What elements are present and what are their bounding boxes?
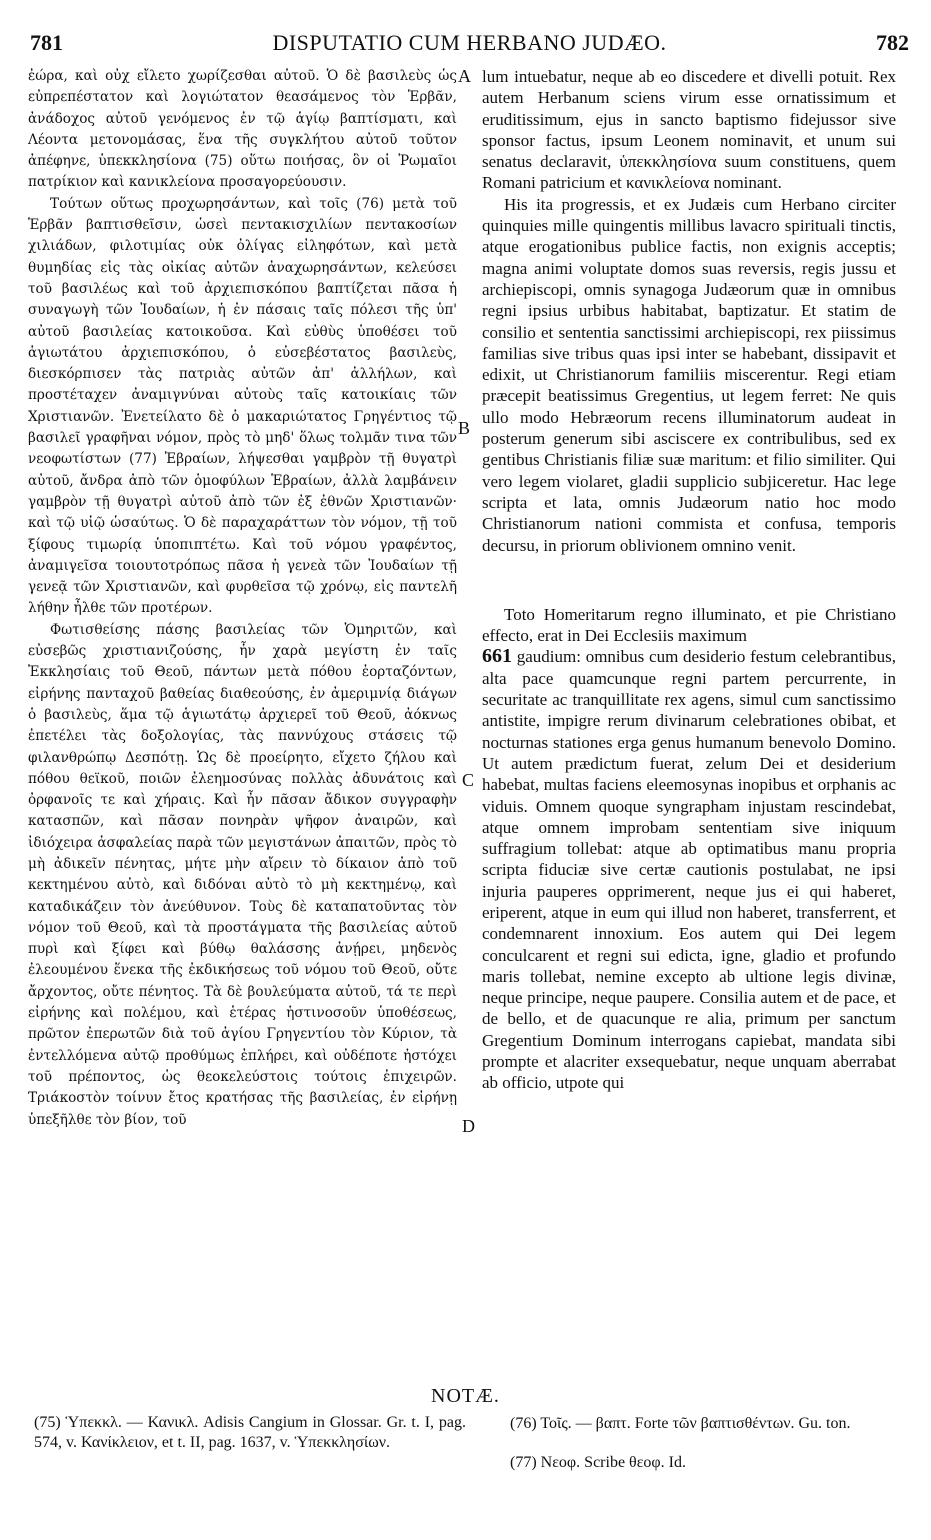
running-title: DISPUTATIO CUM HERBANO JUDÆO.	[272, 30, 667, 55]
greek-paragraph-3: Φωτισθείσης πάσης βασιλείας τῶν Ὁμηριτῶν, καὶ εὐσεβῶς χριστιανιζούσης, ἦν χαρὰ μεγίστη ἐν ταῖς Ἐκκλησίαις τοῦ Θεοῦ, πάντων μετὰ πόθου ἑορταζόντων, εἰρήνης πανταχοῦ βαθείας διαθεούσης, ἐν ἀμεριμνίᾳ διάγων ὁ βασιλεὺς, ἅμα τῷ ἁγιωτάτῳ ἀρχιερεῖ τοῦ Θεοῦ, ἀόκνως ἐπετέλει τὰς δοξολογίας, τὰς παννύχους στάσεις τῷ φιλανθρώπῳ Δεσπότῃ. Ὡς δὲ προείρητο, εἴχετο ζήλου καὶ πόθου θεϊκοῦ, ποιῶν ἐλεημοσύνας πολλὰς ἀδυνάτοις καὶ ὀρφανοῖς τε καὶ χήραις. Καὶ ἦν πᾶσαν ἄδικον συγγραφὴν κατασπῶν, καὶ πᾶσαν πονηρὰν ψῆφον ἀναιρῶν, καὶ ἰδιόχειρα ἀσφαλείας παρὰ τῶν μεγιστάνων ἀπαιτῶν, πρὸς τὸ μὴ ἀδικεῖν πένητας, μήτε μὴν αἴρειν τὸ δίκαιον ἀπὸ τοῦ κεκτημένου αὐτὸ, καὶ διδόναι αὐτὸ τὸ μὴ κεκτημένῳ, καὶ καταδικάζειν τὸν ἀνεύθυνον. Τοὺς δὲ καταπατοῦντας τὸν νόμον τοῦ Θεοῦ, καὶ τὰ προστάγματα τῆς βασιλείας αὐτοῦ πυρὶ καὶ ξίφει καὶ βύθῳ θαλάσσης ἀνῄρει, μηδενὸς ἐλεουμένου ἕνεκα τῆς ἐκδικήσεως τοῦ νόμου τοῦ Θεοῦ, οὔτε ἄρχοντος, οὔτε πένητος. Τὰ δὲ βουλεύματα αὐτοῦ, τά τε περὶ εἰρήνης καὶ πολέμου, καὶ ἑτέρας ἡστινοσοῦν ὑποθέσεως, πρῶτον ἐπερωτῶν διὰ τοῦ ἁγίου Γρηγεντίου τὸν Κύριον, τὰ ἐντελλόμενα αὐτῷ προθύμως ἐπλήρει, καὶ οὐδέποτε ἠστόχει τοῦ πρέποντος, ὡς θεοκελεύστοις τούτοις ἐπιχειρῶν. Τριάκοστὸν τοίνυν ἔτος κρατήσας τῆς βασιλείας, ἐν εἰρήνῃ ὑπεξῆλθε τὸν βίον, τοῦ	[28, 621, 457, 1128]
latin-paragraph-2: His ita progressis, et ex Judæis cum Herbano circiter quinquies mille quingentis millibus lavacro spirituali tinctis, atque erogationibus publice factis, non exignis acceptis; magna animi voluptate domos suas reversis, regis jussu et archiepiscopi, omnis synagoga Judæorum quæ in omnibus regni ipsius urbibus habitabat, baptizatur. Et statim de consilio et sententia sanctissimi archiepiscopi, rex piissimus familias sive tribus quas ipsi inter se habebant, dissipavit et edixit, ut Christianorum familiis miscerentur. Regi etiam præcepit beatissimus Gregentius, ut legem ferret: Ne quis ullo modo Hebræorum recens illuminatorum audeat in posterum generum sibi asciscere ex contribulibus, sed ex gentibus Christianis filiæ suæ maritum: et filio similiter. Qui vero legem violaret, gladii supplicio subjiceretur. Hac lege scripta et lata, omnis Judæorum natio hoc modo Christianorum nationi commista et confusa, temporis decursu, in priorum oblivionem omnino venit.	[482, 194, 896, 555]
latin-paragraph-3b-text: gaudium: omnibus cum desiderio festum celebrantibus, alta pace quamcunque regni partem percurrente, in securitate ac tranquillitate rex agens, simul cum sanctissimo antistite, impigre rerum divinarum celebrationes obibat, et nocturnas stationes erga genus humanum benevolo Domino. Ut autem prædictum fuerat, zelum Dei et desiderium habebat, multas faciens eleemosynas inopibus et orphanis ac viduis. Omnem quoque syngrapham injustam rescindebat, atque omnem improbam sententiam sive iniquum suffragium tollebat: atque ab optimatibus manu propria scripta fiduciæ sive certæ cautionis postulabat, ne ipsi injuria pauperes opprimerent, neque jus ei qui haberet, eriperent, atque in eum qui illud non haberet, transferrent, et condemnarent innoxium. Eos autem qui Dei legem conculcarent et regni sui edicta, igne, gladio et profundo maris tollebat, nemine excepto ab ultione legis divinæ, neque principe, neque paupere. Consilia autem et de pace, et de bello, et de quacunque re alia, primum per sanctum Gregentium Dominum interrogans capiebat, mandata sibi prompte et alacriter exsequebatur, neque unquam aberrabat ab officio, utpote qui	[482, 647, 896, 1093]
greek-paragraph-1: ἐώρα, καὶ οὐχ εἴλετο χωρίζεσθαι αὐτοῦ. Ὁ δὲ βασιλεὺς ὡς εὐπρεπέστατον καὶ λογιώτατον θεασάμενος τὸν Ἑρβᾶν, ἀνάδοχος αὐτοῦ γενόμενος ἐν τῷ ἁγίῳ βαπτίσματι, καὶ Λέοντα μετονομάσας, ἕνα τῆς συγκλήτου αὐτοῦ τοῦτον ἀπέφηνε, ὑπεκκλησίονα (75) οὕτω ποιήσας, ὃν οἱ Ῥωμαῖοι πατρίκιον καὶ κανικλείονα προσαγορεύουσιν.	[28, 68, 457, 191]
latin-paragraph-3b	[482, 646, 896, 1093]
paragraph-gap	[482, 556, 896, 604]
latin-column	[482, 66, 896, 1094]
notes-heading: NOTÆ.	[431, 1385, 500, 1407]
section-marker-d: D	[462, 1116, 475, 1136]
column-number: 661	[482, 645, 512, 668]
latin-paragraph-1: lum intuebatur, neque ab eo discedere et divelli potuit. Rex autem Herbanum sciens virum esse ornatissimum et eruditissimum, ejus in sancto baptismo fidejussor sive sponsor factus, ipsum Leonem nominavit, et unum sui senatus declaravit, ὑπεκκλησίονα suum constituens, quem Romani patricium et κανικλείονα nominant.	[482, 67, 896, 193]
footnote-75: (75) Ὑπεκκλ. — Κανικλ. Adisis Cangium in Glossar. Gr. t. I, pag. 574, v. Κανίκλειον, et t. II, pag. 1637, v. Ὑπεκκλησίων.	[34, 1414, 466, 1451]
section-marker-c: C	[462, 770, 475, 790]
page-number-right: 782	[876, 30, 909, 55]
latin-paragraph-3a: Toto Homeritarum regno illuminato, et pie Christiano effecto, erat in Dei Ecclesiis maximum	[482, 604, 896, 646]
page-number-left: 781	[30, 30, 63, 55]
greek-paragraph-2: Τούτων οὕτως προχωρησάντων, καὶ τοῖς (76) μετὰ τοῦ Ἑρβᾶν βαπτισθεῖσιν, ὡσεὶ πεντακισχιλίων πεντακοσίων χιλιάδων, φιλοτιμίας οὐκ ὀλίγας εἰληφότων, καὶ μετὰ θυμηδίας εἰς τὰς οἰκίας αὐτῶν ἀναχωρησάντων, κελεύσει τοῦ βασιλέως καὶ τοῦ ἀρχιεπισκόπου βαπτίζεται πᾶσα ἡ συναγωγὴ τῶν Ἰουδαίων, ἡ ἐν πάσαις ταῖς πόλεσι τῆς ὑπ' αὐτοῦ βασιλείας κατοικοῦσα. Καὶ εὐθὺς ὑποθέσει τοῦ ἁγιωτάτου ἀρχιεπισκόπου, ὁ εὐσεβέστατος βασιλεὺς, διεσκόρπισεν τὰς πατριὰς αὐτῶν ἀπ' ἀλλήλων, καὶ προστέταχεν ἀναμιγνύναι αὐτοὺς ταῖς κατοικίαις τῶν Χριστιανῶν. Ἐνετείλατο δὲ ὁ μακαριώτατος Γρηγέντιος τῷ βασιλεῖ γραφῆναι νόμον, πρὸς τὸ μηδ' ὅλως τολμᾶν τινα τῶν νεοφωτίστων (77) Ἑβραίων, λήψεσθαι γαμβρὸν τῇ θυγατρὶ αὐτοῦ, ἄνδρα ἀπὸ τῶν ὁμοφύλων Ἑβραίων, ἀλλὰ λαμβάνειν γαμβρὸν τῇ θυγατρὶ αὐτοῦ ἀπὸ τῶν ἐξ ἐθνῶν Χριστιανῶν· καὶ τῷ υἱῷ ὡσαύτως. Ὁ δὲ παραχαράττων τὸν νόμον, τῇ τοῦ ξίφους τιμωρίᾳ ὑποπιπτέτω. Καὶ τοῦ νόμου γραφέντος, ἀναμιγεῖσα τοιουτοτρόπως πᾶσα ἡ γενεὰ τῶν Ἰουδαίων τῇ γενεᾷ τῶν Χριστιανῶν, καὶ φυρθεῖσα τῷ χρόνῳ, εἰς παντελῆ λήθην ἦλθε τῶν προτέρων.	[28, 195, 457, 617]
section-marker-a: A	[458, 66, 471, 86]
running-header	[30, 30, 909, 64]
footnote-77: (77) Νεοφ. Scribe θεοφ. Id.	[510, 1454, 686, 1471]
greek-column	[28, 66, 457, 1131]
section-marker-b: B	[458, 418, 471, 438]
footnote-76: (76) Τοῖς. — βαπτ. Forte τῶν βαπτισθέντων. Gu. ton.	[510, 1415, 851, 1432]
